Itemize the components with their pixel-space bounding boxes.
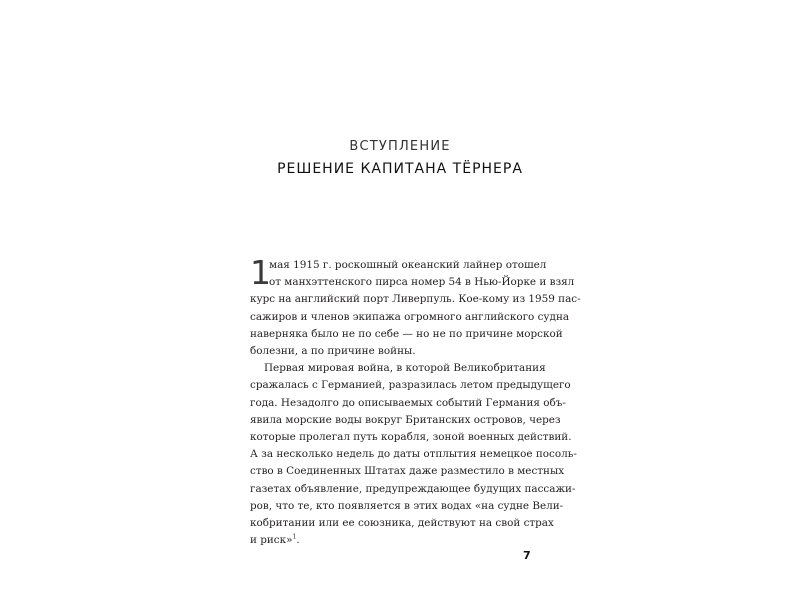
chapter-title: РЕШЕНИЕ КАПИТАНА ТЁРНЕРА xyxy=(277,161,523,177)
footnote-reference[interactable]: 1 xyxy=(292,533,297,541)
text-line: мая 1915 г. роскошный океанский лайнер отошел xyxy=(269,259,547,271)
text-line: кобритании или ее союзника, действуют на свой страх xyxy=(250,517,554,530)
body-text xyxy=(250,253,581,549)
paragraph-2 xyxy=(250,360,577,549)
text-line: курс на английский порт Ливерпуль. Кое-кому из 1959 пас- xyxy=(250,293,581,306)
text-line: от манхэттенского пирса номер 54 в Нью-Йорке и взял xyxy=(269,276,575,289)
text-line: наверняка было не по себе — но не по причине морской xyxy=(250,327,563,340)
chapter-label: ВСТУПЛЕНИЕ xyxy=(349,139,451,154)
text-line: сражалась с Германией, разразилась летом предыдущего xyxy=(250,379,571,392)
text-line: ство в Соединенных Штатах даже разместило в местных xyxy=(250,465,565,478)
text-line: болезни, а по причине войны. xyxy=(250,345,416,358)
page-number: 7 xyxy=(523,549,531,562)
text-line: которые пролегал путь корабля, зоной военных действий. xyxy=(250,431,572,444)
paragraph-1 xyxy=(250,253,581,360)
text-line: ров, что те, кто появляется в этих водах «на судне Вели- xyxy=(250,499,564,512)
text-line-final: и риск»$^1$. xyxy=(250,533,300,547)
text-line: А за несколько недель до даты отплытия немецкое посоль- xyxy=(250,448,577,461)
text-line: года. Незадолго до описываемых событий Германия объ- xyxy=(250,396,566,409)
drop-cap: 1 xyxy=(250,253,271,292)
text-line: Первая мировая война, в которой Великобритания xyxy=(264,362,546,375)
text-line: и риск» xyxy=(250,534,293,547)
text-line: газетах объявление, предупреждающее будущих пассажи- xyxy=(250,482,576,495)
text-line: сажиров и членов экипажа огромного английского судна xyxy=(250,310,570,323)
text-line: явила морские воды вокруг Британских островов, через xyxy=(250,413,561,426)
